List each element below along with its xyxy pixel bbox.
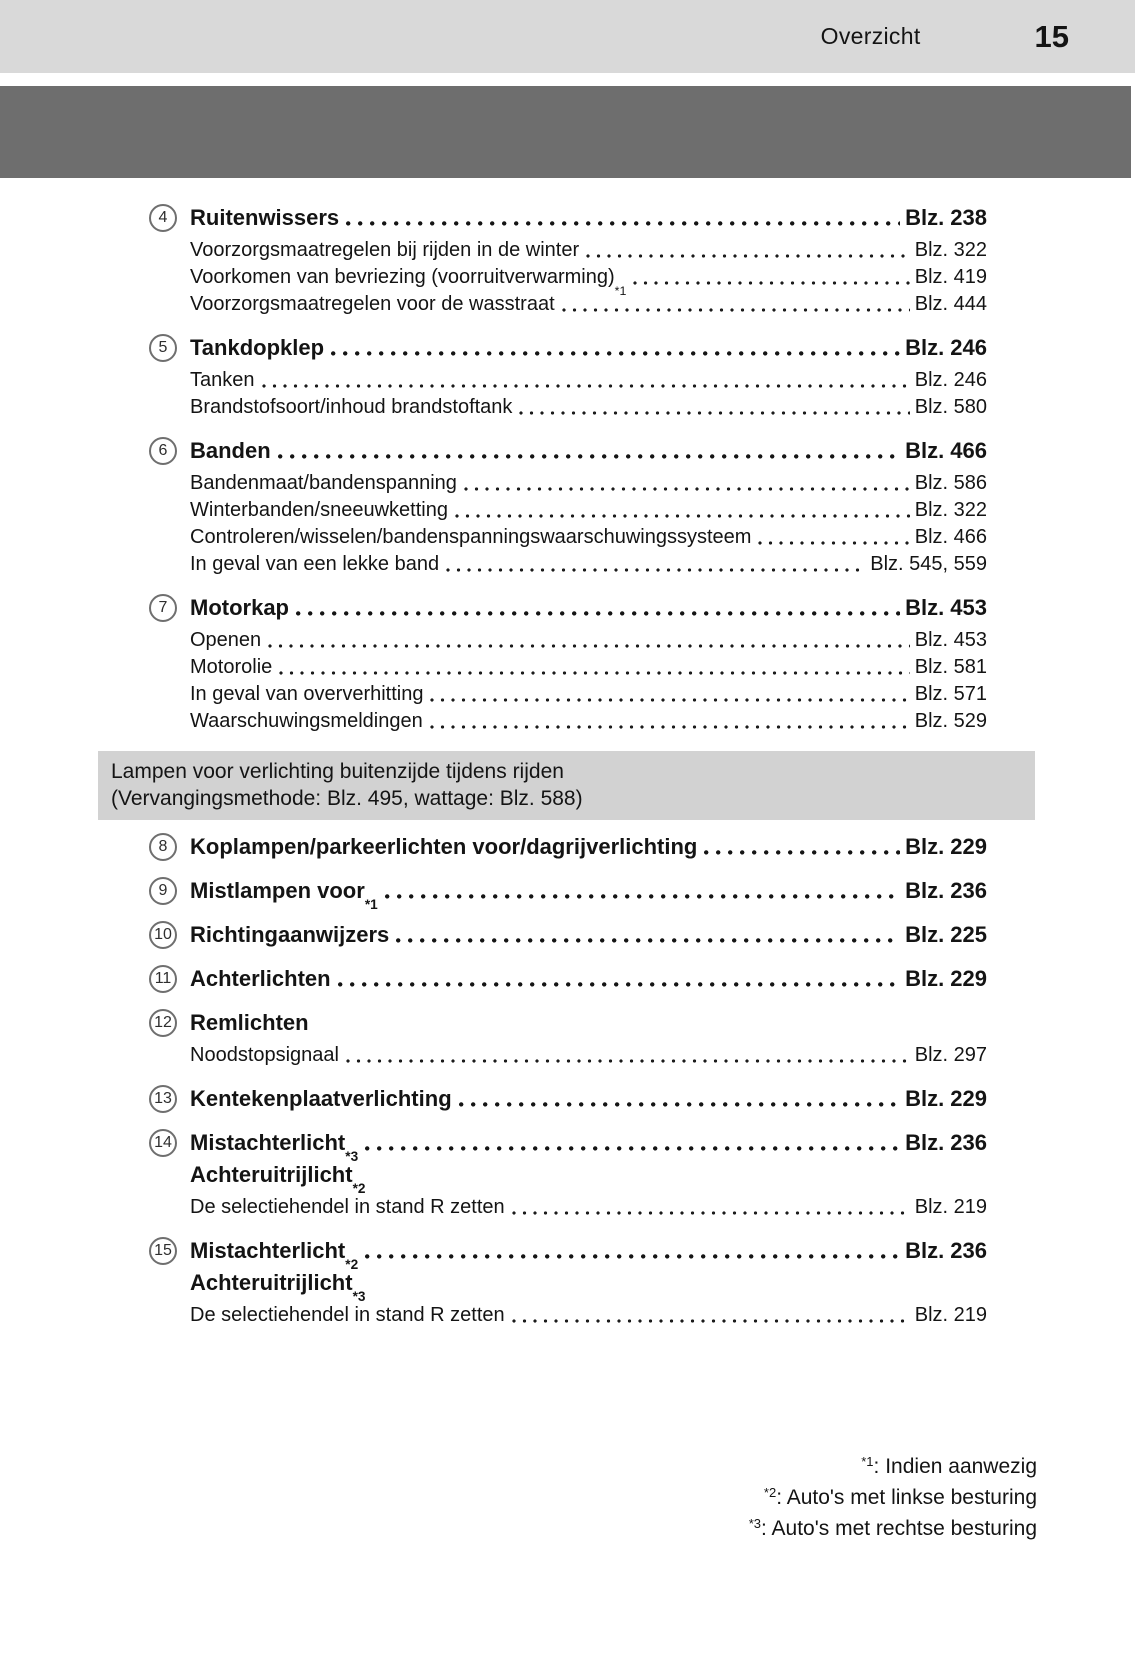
toc-sub-entry-row [190,524,987,551]
page-reference: Blz. 246 [914,369,987,391]
toc-sub-entry-label: Voorkomen van bevriezing (voorruitverwarming) [190,266,615,288]
toc-sub-entry-label: Bandenmaat/bandenspanning [190,472,457,494]
page-reference: Blz. 225 [905,922,987,947]
page-reference: Blz. 236 [905,878,987,903]
page-reference: Blz. 453 [914,629,987,651]
toc-sub-entry-label: Controleren/wisselen/bandenspanningswaarschuwingssysteem [190,526,752,548]
page-reference: Blz. 238 [905,205,987,230]
toc-sub-entry-label: De selectiehendel in stand R zetten [190,1304,505,1326]
toc-sub-entry-row [190,497,987,524]
toc-entry-label: Banden [190,438,271,463]
leader-dots [459,1102,900,1107]
page-reference: Blz. 466 [905,438,987,463]
footnote-line [0,1513,1037,1544]
banner-line-1: Lampen voor verlichting buitenzijde tijdens rijden [111,760,564,783]
leader-dots [346,1059,910,1063]
toc-item [149,437,987,578]
toc-entry-row [190,921,987,949]
toc-entry-row: Mistachterlicht *3 Blz. 236 [190,1130,987,1164]
item-number: 12 [154,1014,172,1031]
leader-dots [430,698,909,702]
toc-sub-entry-row [190,654,987,681]
page-reference: Blz. 219 [914,1304,987,1326]
toc-section-top [149,204,987,735]
toc-sub-entries [190,627,987,735]
toc-entry-row [190,965,987,993]
footnote-marker: *3 [748,1516,762,1531]
toc-entry-label: Motorkap [190,595,289,620]
leader-dots [385,894,900,899]
toc-entry-row [190,594,987,622]
toc-section-bottom [149,833,987,1329]
footnote-marker: *2 [763,1485,777,1500]
toc-item-body [190,833,987,861]
toc-sub-entries [190,1302,987,1329]
toc-item [149,921,987,949]
footnote-marker: *1 [861,1454,874,1469]
item-number-badge [149,437,177,465]
toc-sub-entry-row [190,708,987,735]
toc-sub-entry-label: De selectiehendel in stand R zetten [190,1196,505,1218]
item-number: 15 [154,1242,172,1259]
leader-dots [519,411,909,415]
toc-sub-entry-label: In geval van een lekke band [190,553,440,575]
leader-dots [586,254,910,258]
page-reference: Blz. 581 [914,656,987,678]
toc-item-body [190,965,987,993]
toc-entry-row [190,437,987,465]
toc-entry-row: Mistachterlicht *2 Blz. 236 [190,1238,987,1272]
toc-item-body [190,437,987,578]
toc-sub-entry-row [190,237,987,264]
item-number-badge [149,1085,177,1113]
footnote-text: : Indien aanwezig [873,1455,1037,1478]
toc-entry-row [190,1085,987,1113]
toc-sub-entry-row [190,627,987,654]
toc-entry-label: Mistachterlicht [190,1238,346,1263]
item-number: 11 [154,970,172,987]
footnote-line [0,1482,1037,1513]
toc-entry-row [190,204,987,232]
toc-entry-label: Achteruitrijlicht [190,1270,353,1295]
page-reference: Blz. 545, 559 [870,553,987,575]
leader-dots [346,221,900,226]
toc-item [149,334,987,421]
leader-dots [365,1146,900,1151]
toc-item [149,877,987,912]
page-reference: Blz. 444 [914,293,987,315]
page-number: 15 [1034,18,1069,54]
toc-item-body [190,334,987,421]
toc-entry-row [190,1009,987,1037]
page-reference: Blz. 229 [905,834,987,859]
toc-sub-entry-label: Brandstofsoort/inhoud brandstoftank [190,396,513,418]
page-reference: Blz. 322 [914,499,987,521]
toc-sub-entry-label: In geval van oververhitting [190,683,424,705]
leader-dots [446,568,865,572]
toc-item [149,594,987,735]
toc-sub-entry-row [190,681,987,708]
table-of-contents [0,204,1142,1329]
item-number-badge [149,833,177,861]
item-number: 10 [154,926,172,943]
toc-entry-label: Mistachterlicht [190,1130,346,1155]
toc-item-body [190,1129,987,1221]
leader-dots [396,938,900,943]
item-number: 4 [158,209,168,226]
page-reference: Blz. 529 [914,710,987,732]
toc-item-body [190,877,987,912]
toc-entry-row: Achteruitrijlicht *2 [190,1162,366,1196]
item-number: 9 [158,882,168,899]
toc-item [149,965,987,993]
toc-sub-entry-row [190,1302,987,1329]
item-number-badge [149,1237,177,1265]
toc-item [149,1237,987,1329]
toc-sub-entries [190,1194,987,1221]
toc-sub-entries [190,1042,987,1069]
leader-dots [512,1211,910,1215]
toc-item-body [190,1009,987,1069]
toc-sub-entry-row [190,1042,987,1069]
toc-item-body [190,921,987,949]
toc-sub-entries [190,237,987,318]
section-title: Overzicht [820,23,921,49]
toc-entry-row [190,334,987,362]
item-number-badge [149,1009,177,1037]
leader-dots [279,671,909,675]
leader-dots [278,454,900,459]
leader-dots [512,1319,910,1323]
page-reference: Blz. 466 [914,526,987,548]
hero-image-band [0,86,1131,178]
toc-sub-entry-label: Motorolie [190,656,273,678]
banner-line-2: (Vervangingsmethode: Blz. 495, wattage: Blz. 588) [111,787,583,810]
toc-entry-label: Koplampen/parkeerlichten voor/dagrijverlichting [190,834,698,859]
toc-entry-label: Achteruitrijlicht [190,1162,353,1187]
toc-sub-entry-row [190,367,987,394]
toc-sub-entry-label: Noodstopsignaal [190,1044,339,1066]
footnote-line [0,1451,1037,1482]
page-reference: Blz. 419 [914,266,987,288]
item-number: 7 [158,599,168,616]
toc-sub-entries [190,367,987,421]
toc-sub-entry-label: Voorzorgsmaatregelen bij rijden in de winter [190,239,580,261]
toc-sub-entries [190,470,987,578]
page-reference: Blz. 571 [914,683,987,705]
leader-dots [633,281,909,285]
item-number-badge [149,965,177,993]
toc-sub-entry-label: Openen [190,629,262,651]
toc-item [149,833,987,861]
toc-item-body [190,594,987,735]
toc-entry-row: Achteruitrijlicht *3 [190,1270,366,1304]
toc-item [149,1129,987,1221]
footnote-text: : Auto's met linkse besturing [776,1486,1037,1509]
page-reference: Blz. 229 [905,1086,987,1111]
toc-item [149,204,987,318]
toc-sub-entry-row [190,394,987,421]
item-number: 6 [158,442,168,459]
leader-dots [430,725,910,729]
toc-item [149,1085,987,1113]
toc-item-body [190,204,987,318]
item-number-badge [149,921,177,949]
leader-dots [758,541,909,545]
leader-dots [262,384,910,388]
item-number: 13 [154,1090,172,1107]
leader-dots [365,1254,900,1259]
page-reference: Blz. 586 [914,472,987,494]
toc-entry-label: Richtingaanwijzers [190,922,390,947]
leader-dots [704,850,900,855]
toc-sub-entry-row: Voorkomen van bevriezing (voorruitverwarming) *1 Blz. 419 [190,266,987,298]
toc-sub-entry-row [190,551,987,578]
toc-entry-label: Ruitenwissers [190,205,340,230]
page-reference: Blz. 297 [914,1044,987,1066]
toc-item-body [190,1085,987,1113]
page-reference: Blz. 229 [905,966,987,991]
leader-dots [562,308,910,312]
footnotes [0,1451,1142,1544]
item-number-badge [149,594,177,622]
toc-entry-row [190,833,987,861]
toc-entry-label: Remlichten [190,1010,309,1035]
item-number-badge [149,334,177,362]
toc-item [149,1009,987,1069]
leader-dots [464,487,910,491]
leader-dots [268,644,910,648]
page-reference: Blz. 219 [914,1196,987,1218]
item-number: 5 [158,339,168,356]
footnote-text: : Auto's met rechtse besturing [761,1517,1037,1540]
leader-dots [338,982,900,987]
exterior-lights-banner [98,751,1035,820]
item-number-badge [149,1129,177,1157]
toc-sub-entry-label: Winterbanden/sneeuwketting [190,499,448,521]
toc-sub-entry-label: Voorzorgsmaatregelen voor de wasstraat [190,293,555,315]
toc-entry-label: Kentekenplaatverlichting [190,1086,452,1111]
page-reference: Blz. 322 [914,239,987,261]
toc-item-body [190,1237,987,1329]
page-reference: Blz. 236 [905,1238,987,1263]
toc-sub-entry-label: Tanken [190,369,255,391]
item-number-badge [149,877,177,905]
page-reference: Blz. 453 [905,595,987,620]
item-number: 8 [158,838,168,855]
page-reference: Blz. 246 [905,335,987,360]
leader-dots [331,351,900,356]
leader-dots [455,514,910,518]
leader-dots [296,611,900,616]
toc-entry-label: Achterlichten [190,966,331,991]
page-header [0,0,1135,73]
toc-sub-entry-row [190,470,987,497]
item-number-badge [149,204,177,232]
toc-entry-label: Mistlampen voor [190,878,365,903]
toc-entry-row: Mistlampen voor *1 Blz. 236 [190,878,987,912]
item-number: 14 [154,1134,172,1151]
page-reference: Blz. 580 [914,396,987,418]
toc-entry-label: Tankdopklep [190,335,325,360]
toc-sub-entry-row [190,291,987,318]
toc-sub-entry-label: Waarschuwingsmeldingen [190,710,423,732]
page-reference: Blz. 236 [905,1130,987,1155]
toc-sub-entry-row [190,1194,987,1221]
